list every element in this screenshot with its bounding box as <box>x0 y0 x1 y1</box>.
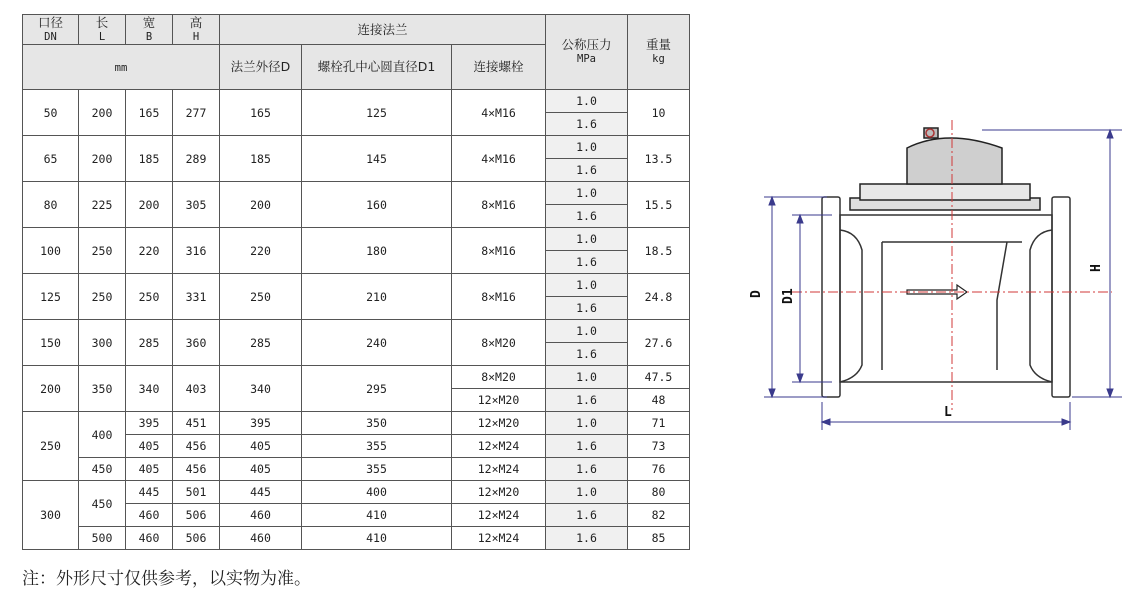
cell-weight: 18.5 <box>628 228 690 274</box>
cell-d1: 295 <box>302 366 452 412</box>
cell-bolts: 8×M16 <box>452 274 546 320</box>
cell-weight: 80 <box>628 481 690 504</box>
cell-bolts: 12×M24 <box>452 435 546 458</box>
cell-l: 450 <box>79 458 126 481</box>
cell-h: 456 <box>173 435 220 458</box>
label-d1: D1 <box>781 288 796 304</box>
cell-h: 456 <box>173 458 220 481</box>
cell-b: 250 <box>126 274 173 320</box>
footnote: 注：外形尺寸仅供参考，以实物为准。 <box>22 569 311 589</box>
header-weight: 重量 kg <box>628 15 690 90</box>
cell-pressure: 1.6 <box>546 435 628 458</box>
cell-weight: 47.5 <box>628 366 690 389</box>
cell-d: 185 <box>220 136 302 182</box>
header-flange: 连接法兰 <box>220 15 546 45</box>
cell-l: 500 <box>79 527 126 550</box>
cell-b: 395 <box>126 412 173 435</box>
table-row <box>23 527 690 550</box>
header-bolts: 连接螺栓 <box>452 45 546 90</box>
cell-d: 460 <box>220 527 302 550</box>
cell-l: 300 <box>79 320 126 366</box>
cell-bolts: 12×M20 <box>452 412 546 435</box>
cell-dn: 80 <box>23 182 79 228</box>
cell-b: 285 <box>126 320 173 366</box>
cell-pressure: 1.6 <box>546 205 628 228</box>
cell-b: 220 <box>126 228 173 274</box>
cell-l: 200 <box>79 90 126 136</box>
cell-bolts: 8×M20 <box>452 366 546 389</box>
meter-register <box>850 128 1040 210</box>
cell-d1: 145 <box>302 136 452 182</box>
cell-bolts: 12×M24 <box>452 458 546 481</box>
cell-d: 250 <box>220 274 302 320</box>
cell-pressure: 1.0 <box>546 136 628 159</box>
cell-h: 506 <box>173 504 220 527</box>
cell-h: 305 <box>173 182 220 228</box>
cell-pressure: 1.6 <box>546 527 628 550</box>
cell-dn: 300 <box>23 481 79 550</box>
table-row <box>23 366 690 389</box>
cell-dn: 200 <box>23 366 79 412</box>
label-l: L <box>944 405 952 420</box>
cell-d1: 410 <box>302 504 452 527</box>
cell-d1: 350 <box>302 412 452 435</box>
cell-dn: 250 <box>23 412 79 481</box>
table-row <box>23 412 690 435</box>
cell-pressure: 1.0 <box>546 182 628 205</box>
cell-pressure: 1.0 <box>546 90 628 113</box>
cell-d: 340 <box>220 366 302 412</box>
cell-weight: 82 <box>628 504 690 527</box>
label-d: D <box>749 290 764 298</box>
cell-b: 165 <box>126 90 173 136</box>
header-mm: mm <box>23 45 220 90</box>
cell-pressure: 1.0 <box>546 366 628 389</box>
cell-d1: 410 <box>302 527 452 550</box>
cell-d: 395 <box>220 412 302 435</box>
table-row <box>23 136 690 159</box>
cell-d1: 355 <box>302 435 452 458</box>
cell-b: 445 <box>126 481 173 504</box>
cell-d1: 240 <box>302 320 452 366</box>
table-row <box>23 182 690 205</box>
cell-bolts: 12×M20 <box>452 481 546 504</box>
cell-d: 200 <box>220 182 302 228</box>
cell-pressure: 1.6 <box>546 389 628 412</box>
cell-d: 405 <box>220 458 302 481</box>
cell-weight: 13.5 <box>628 136 690 182</box>
cell-weight: 24.8 <box>628 274 690 320</box>
cell-b: 405 <box>126 458 173 481</box>
cell-h: 451 <box>173 412 220 435</box>
cell-h: 506 <box>173 527 220 550</box>
cell-h: 403 <box>173 366 220 412</box>
cell-d: 165 <box>220 90 302 136</box>
cell-bolts: 4×M16 <box>452 136 546 182</box>
cell-b: 460 <box>126 527 173 550</box>
cell-weight: 48 <box>628 389 690 412</box>
spec-table <box>22 14 690 550</box>
cell-d: 285 <box>220 320 302 366</box>
header-flange-d1: 螺栓孔中心圆直径D1 <box>302 45 452 90</box>
cell-h: 289 <box>173 136 220 182</box>
meter-body <box>822 197 1070 397</box>
cell-pressure: 1.6 <box>546 343 628 366</box>
header-l: 长 L <box>79 15 126 45</box>
cell-d: 220 <box>220 228 302 274</box>
cell-dn: 150 <box>23 320 79 366</box>
cell-h: 316 <box>173 228 220 274</box>
cell-b: 200 <box>126 182 173 228</box>
label-h: H <box>1089 264 1104 272</box>
cell-pressure: 1.6 <box>546 113 628 136</box>
cell-d: 445 <box>220 481 302 504</box>
table-row <box>23 90 690 113</box>
cell-pressure: 1.0 <box>546 228 628 251</box>
cell-bolts: 8×M16 <box>452 228 546 274</box>
table-row <box>23 458 690 481</box>
cell-bolts: 4×M16 <box>452 90 546 136</box>
table-row <box>23 228 690 251</box>
cell-d1: 355 <box>302 458 452 481</box>
header-flange-d: 法兰外径D <box>220 45 302 90</box>
cell-weight: 85 <box>628 527 690 550</box>
cell-b: 405 <box>126 435 173 458</box>
header-dn: 口径 DN <box>23 15 79 45</box>
cell-h: 277 <box>173 90 220 136</box>
cell-pressure: 1.0 <box>546 412 628 435</box>
cell-dn: 125 <box>23 274 79 320</box>
cell-bolts: 12×M24 <box>452 504 546 527</box>
cell-dn: 100 <box>23 228 79 274</box>
cell-pressure: 1.0 <box>546 481 628 504</box>
cell-l: 400 <box>79 412 126 458</box>
cell-d: 405 <box>220 435 302 458</box>
cell-weight: 73 <box>628 435 690 458</box>
cell-l: 250 <box>79 228 126 274</box>
cell-pressure: 1.6 <box>546 251 628 274</box>
cell-l: 350 <box>79 366 126 412</box>
cell-bolts: 12×M20 <box>452 389 546 412</box>
cell-l: 450 <box>79 481 126 527</box>
cell-l: 250 <box>79 274 126 320</box>
cell-l: 200 <box>79 136 126 182</box>
cell-bolts: 12×M24 <box>452 527 546 550</box>
cell-pressure: 1.6 <box>546 297 628 320</box>
cell-b: 340 <box>126 366 173 412</box>
cell-bolts: 8×M20 <box>452 320 546 366</box>
cell-weight: 71 <box>628 412 690 435</box>
cell-h: 360 <box>173 320 220 366</box>
cell-pressure: 1.6 <box>546 504 628 527</box>
cell-d1: 210 <box>302 274 452 320</box>
cell-b: 185 <box>126 136 173 182</box>
cell-d1: 125 <box>302 90 452 136</box>
cell-pressure: 1.0 <box>546 320 628 343</box>
cell-pressure: 1.6 <box>546 458 628 481</box>
header-b: 宽 B <box>126 15 173 45</box>
cell-h: 331 <box>173 274 220 320</box>
cell-bolts: 8×M16 <box>452 182 546 228</box>
header-pressure: 公称压力 MPa <box>546 15 628 90</box>
cell-weight: 76 <box>628 458 690 481</box>
cell-weight: 15.5 <box>628 182 690 228</box>
cell-weight: 27.6 <box>628 320 690 366</box>
table-row <box>23 274 690 297</box>
cell-pressure: 1.6 <box>546 159 628 182</box>
cell-l: 225 <box>79 182 126 228</box>
cell-d1: 400 <box>302 481 452 504</box>
table-row <box>23 320 690 343</box>
cell-pressure: 1.0 <box>546 274 628 297</box>
table-row <box>23 481 690 504</box>
header-h: 高 H <box>173 15 220 45</box>
cell-d: 460 <box>220 504 302 527</box>
cell-h: 501 <box>173 481 220 504</box>
cell-d1: 180 <box>302 228 452 274</box>
cell-dn: 65 <box>23 136 79 182</box>
cell-d1: 160 <box>302 182 452 228</box>
cell-dn: 50 <box>23 90 79 136</box>
water-meter-drawing <box>749 120 1128 435</box>
cell-weight: 10 <box>628 90 690 136</box>
cell-b: 460 <box>126 504 173 527</box>
